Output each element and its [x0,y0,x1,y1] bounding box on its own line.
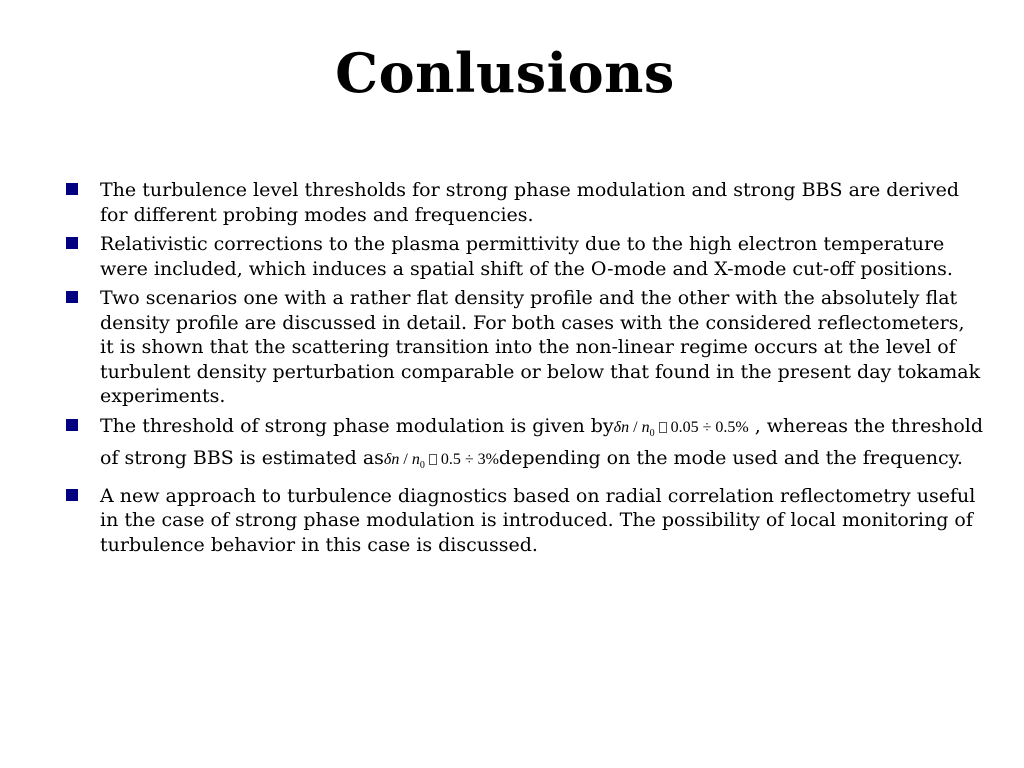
bullet-item-3 [64,286,984,409]
phase-modulation-threshold-formula [613,418,749,439]
square-bullet-icon [66,183,78,195]
bullet-text-part-a: The threshold of strong phase modulation is given by [100,414,614,437]
square-bullet-icon [66,419,78,431]
approx-symbol-icon [659,422,667,433]
formula-subscript: 0 [649,427,655,439]
formula-n0: n [641,418,650,436]
bullet-item-5 [64,484,984,558]
formula-slash: / [399,451,412,468]
formula-slash: / [629,418,642,436]
square-bullet-icon [66,489,78,501]
bullet-text: Two scenarios one with a rather flat density profile and the other with the absolutely flat density profile are discussed in detail. For both cases with the considered reflectometers, it is shown that the scattering transition into the non-linear regime occurs at the level of turbulent density perturbation comparable or below that found in the present day tokamak experiments. [100,287,981,407]
bullet-item-1 [64,178,984,227]
formula-delta: δ [613,418,622,436]
formula-delta: δ [383,451,392,468]
bullet-text-part-b: , whereas the threshold of strong BBS is estimated as [100,414,983,469]
bullet-item-2 [64,232,984,281]
approx-symbol-icon [429,454,437,465]
bullet-text-part-c: depending on the mode used and the frequency. [498,447,963,469]
bbs-threshold-formula [383,451,499,471]
bullet-text: The turbulence level thresholds for strong phase modulation and strong BBS are derived for different probing modes and frequencies. [100,179,959,226]
formula-value: 0.5 ÷ 3% [440,451,499,468]
formula-n: n [621,418,630,436]
square-bullet-icon [66,291,78,303]
formula-n: n [391,451,400,468]
bullet-item-4 [64,414,984,479]
formula-value: 0.05 ÷ 0.5% [670,418,749,436]
slide-title: Conlusions [335,41,675,105]
bullet-list [64,178,984,562]
square-bullet-icon [66,237,78,249]
formula-n0: n [411,451,420,468]
formula-subscript: 0 [419,460,425,471]
bullet-text: A new approach to turbulence diagnostics based on radial correlation reflectometry useful in the case of strong phase modulation is introduced. The possibility of local monitoring of turbulence behavior in this case is discussed. [100,484,976,556]
bullet-text: Relativistic corrections to the plasma permittivity due to the high electron temperature were included, which induces a spatial shift of the O-mode and X-mode cut-off positions. [100,233,953,280]
